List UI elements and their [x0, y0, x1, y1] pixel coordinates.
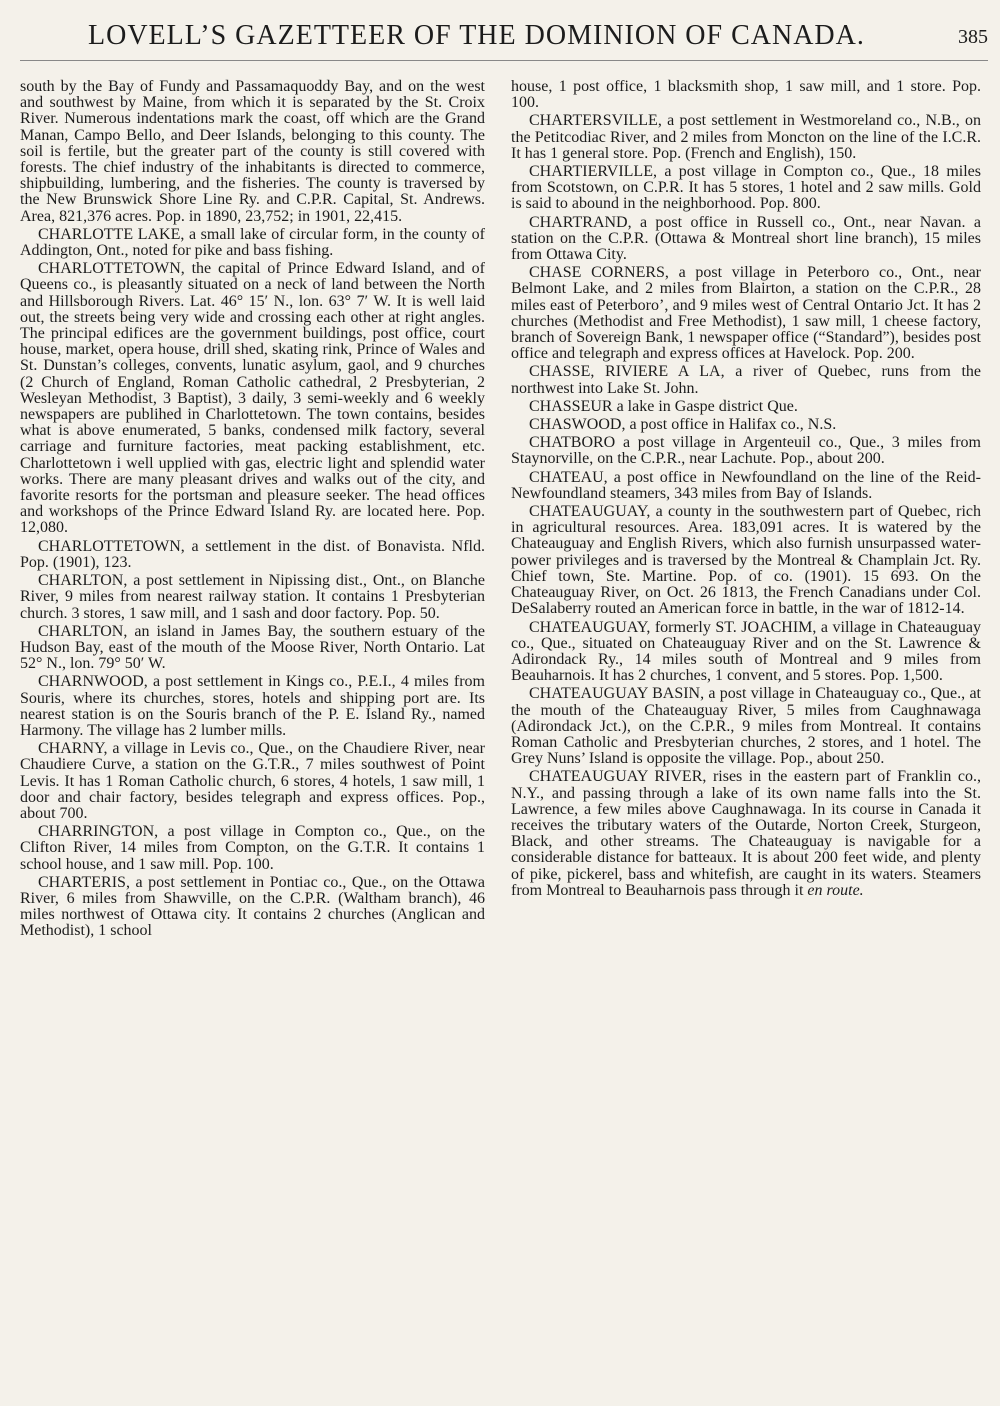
gazetteer-entry — [20, 674, 485, 739]
entry-text: CHASE CORNERS, a post village in Peterboro co., Ont., near Belmont Lake, and 2 miles from Blairton, a station on the C.P.R., 28 miles east of Peterboro’, and 9 miles west of Central Ontario Jct. It has 2 churches (Methodist and Free Methodist), 1 saw mill, 1 cheese factory, branch of Sovereign Bank, 1 newspaper office (“Standard”), besides post office and telegraph and express offices at Havelock. Pop. 200. — [511, 264, 981, 363]
left-column — [20, 79, 485, 940]
entry-text: CHARTERIS, a post settlement in Pontiac co., Que., on the Ottawa River, 6 miles from Shawville, on the C.P.R. (Waltham branch), 46 miles northwest of Ottawa city. It contains 2 churches (Anglican and Methodist), 1 school — [20, 873, 485, 940]
entry-text: CHATEAUGUAY BASIN, a post village in Chateauguay co., Que., at the mouth of the Chateauguay River, 5 miles from Caughnawaga (Adirondack Jct.), on the C.P.R., 9 miles from Montreal. It contains Roman Catholic and Presbyterian churches, 2 stores, and 1 hotel. The Grey Nuns’ Island is opposite the village. Pop., about 250. — [511, 685, 981, 768]
gazetteer-entry — [20, 875, 485, 940]
running-head — [20, 18, 988, 61]
gazetteer-entry — [511, 470, 981, 502]
entry-text: CHASSE, RIVIERE A LA, a river of Quebec, runs from the northwest into Lake St. John. — [511, 363, 981, 397]
entry-text: CHARTERSVILLE, a post settlement in Westmoreland co., N.B., on the Petitcodiac River, and 2 miles from Moncton on the line of the I.C.R. It has 1 general store. Pop. (French and English), 150. — [511, 112, 981, 162]
gazetteer-entry — [511, 265, 981, 362]
entry-text: CHATEAUGUAY, formerly ST. JOACHIM, a village in Chateauguay co., Que., situated on Chateauguay River and on the St. Lawrence & Adirondack Ry., 14 miles south of Montreal and 9 miles from Beauharnois. It has 2 churches, 1 convent, and 5 stores. Pop. 1,500. — [511, 618, 981, 685]
gazetteer-entry — [511, 435, 981, 467]
gazetteer-entry — [20, 539, 485, 571]
gazetteer-entry — [511, 79, 981, 111]
gazetteer-entry — [20, 741, 485, 822]
entry-text: house, 1 post office, 1 blacksmith shop, 1 saw mill, and 1 store. Pop. 100. — [511, 79, 981, 112]
gazetteer-entry — [20, 624, 485, 673]
gazetteer-entry — [511, 364, 981, 396]
gazetteer-entry — [20, 824, 485, 873]
entry-text: CHARLTON, a post settlement in Nipissing dist., Ont., on Blanche River, 9 miles from nearest railway station. It contains 1 Presbyterian church. 3 stores, 1 saw mill, and 1 sash and door factory. Pop. 50. — [20, 572, 485, 622]
gazetteer-entry — [511, 164, 981, 213]
entry-text: CHATEAUGUAY, a county in the southwestern part of Quebec, rich in agricultural resources. Area. 183,091 acres. It is watered by the Chateauguay and English Rivers, which also furnish unsurpassed water-power privileges and is traversed by the Montreal & Champlain Jct. Ry. Chief town, Ste. Martine. Pop. of co. (1901). 15 693. On the Chateauguay River, on Oct. 26 1813, the French Canadians under Col. DeSalaberry routed an American force in battle, in the war of 1812-14. — [511, 503, 981, 618]
gazetteer-entry — [511, 417, 981, 433]
entry-text: CHARTIERVILLE, a post village in Compton co., Que., 18 miles from Scotstown, on C.P.R. It has 5 stores, 1 hotel and 2 saw mills. Gold is said to abound in the neighborhood. Pop. 800. — [511, 163, 981, 213]
entry-text: CHARLTON, an island in James Bay, the southern estuary of the Hudson Bay, east of the mouth of the Moose River, North Ontario. Lat 52° N., lon. 79° 50′ W. — [20, 622, 485, 673]
entry-text: CHARLOTTETOWN, the capital of Prince Edward Island, and of Queens co., is pleasantly situated on a neck of land between the North and Hillsborough Rivers. Lat. 46° 15′ N., lon. 63° 7′ W. It is well laid out, the streets being very wide and crossing each other at right angles. The principal edifices are the government buildings, post office, court house, market, opera house, drill shed, skating rink, Prince of Wales and St. Dunstan’s colleges, convents, lunatic asylum, gaol, and 9 churches (2 Church of England, Roman Catholic cathedral, 2 Presbyterian, 2 Wesleyan Methodist, 3 Baptist), 3 daily, 3 semi-weekly and 6 weekly newspapers are publihed in Charlottetown. The town contains, besides what is above enumerated, 5 banks, condensed milk factory, several carriage and furniture factories, meat packing establishment, etc. Charlottetown i well upplied with gas, electric light and splendid water works. There are many pleasant drives and walks out of the city, and favorite resorts for the portsman and pleasure seeker. The head offices and workshops of the Prince Edward Island Ry. are located here. Pop. 12,080. — [20, 260, 485, 537]
gazetteer-entry — [20, 261, 485, 536]
gazetteer-entry — [511, 113, 981, 162]
gazetteer-entry — [20, 227, 485, 259]
gazetteer-entry — [511, 399, 981, 415]
entry-text: CHATEAUGUAY RIVER, rises in the eastern part of Franklin co., N.Y., and passing through a lake of its own name falls into the St. Lawrence, a few miles above Caughnawaga. In its course in Canada it receives the tributary waters of the Outarde, Norton Creek, Sturgeon, Black, and other streams. The Chateauguay is navigable for a considerable distance for batteaux. It is about 200 feet wide, and plenty of pike, pickerel, bass and whitefish, are caught in its waters. Steamers from Montreal to Beauharnois pass through it — [511, 768, 981, 899]
italic-phrase: en route. — [807, 881, 864, 899]
entry-text: CHASWOOD, a post office in Halifax co., N.S. — [529, 416, 837, 434]
entry-text: CHARLOTTETOWN, a settlement in the dist. of Bonavista. Nfld. Pop. (1901), 123. — [20, 537, 485, 571]
gazetteer-entry — [511, 686, 981, 767]
page-number: 385 — [958, 26, 988, 48]
entry-text: CHARLOTTE LAKE, a small lake of circular form, in the county of Addington, Ont., noted for pike and bass fishing. — [20, 225, 485, 260]
entry-text: CHATEAU, a post office in Newfoundland on the line of the Reid-Newfoundland steamers, 343 miles from Bay of Islands. — [511, 468, 981, 502]
entry-text: CHARRINGTON, a post village in Compton co., Que., on the Clifton River, 14 miles from Compton, on the G.T.R. It contains 1 school house, and 1 saw mill. Pop. 100. — [20, 823, 485, 873]
right-column — [511, 79, 981, 940]
entry-text: south by the Bay of Fundy and Passamaquoddy Bay, and on the west and southwest by Maine, from which it is separated by the St. Croix River. Numerous indentations mark the coast, off which are the Grand Manan, Campo Bello, and Deer Islands, belonging to this county. The soil is fertile, but the greater part of the county is still covered with forests. The chief industry of the inhabitants is directed to commerce, shipbuilding, lumbering, and the fisheries. The county is traversed by the New Brunswick Shore Line Ry. and C.P.R. Capital, St. Andrews. Area, 821,376 acres. Pop. in 1890, 23,752; in 1901, 22,415. — [20, 79, 485, 225]
gazetteer-entry — [20, 79, 485, 225]
gazetteer-entry — [511, 215, 981, 264]
entry-text: CHARNWOOD, a post settlement in Kings co., P.E.I., 4 miles from Souris, where its churches, stores, hotels and shipping port are. Its nearest station is on the Souris branch of the P. E. Island Ry., named Harmony. The village has 2 lumber mills. — [20, 673, 485, 739]
entry-text: CHARNY, a village in Levis co., Que., on the Chaudiere River, near Chaudiere Curve, a station on the G.T.R., 7 miles southwest of Point Levis. It has 1 Roman Catholic church, 6 stores, 4 hotels, 1 saw mill, 1 door and chair factory, besides telegraph and express offices. Pop., about 700. — [20, 740, 485, 822]
running-title: LOVELL’S GAZETTEER OF THE DOMINION OF CANADA. — [88, 20, 865, 51]
gazetteer-entry — [511, 504, 981, 617]
entry-text: CHARTRAND, a post office in Russell co., Ont., near Navan. a station on the C.P.R. (Ottawa & Montreal short line branch), 15 miles from Ottawa City. — [511, 213, 981, 264]
gazetteer-entry — [20, 573, 485, 622]
gazetteer-entry — [511, 769, 981, 899]
entry-text: CHATBORO a post village in Argenteuil co., Que., 3 miles from Staynorville, on the C.P.R., near Lachute. Pop., about 200. — [511, 434, 981, 468]
entry-text: CHASSEUR a lake in Gaspe district Que. — [529, 397, 798, 415]
gazetteer-entry — [511, 620, 981, 685]
text-columns — [20, 79, 988, 940]
